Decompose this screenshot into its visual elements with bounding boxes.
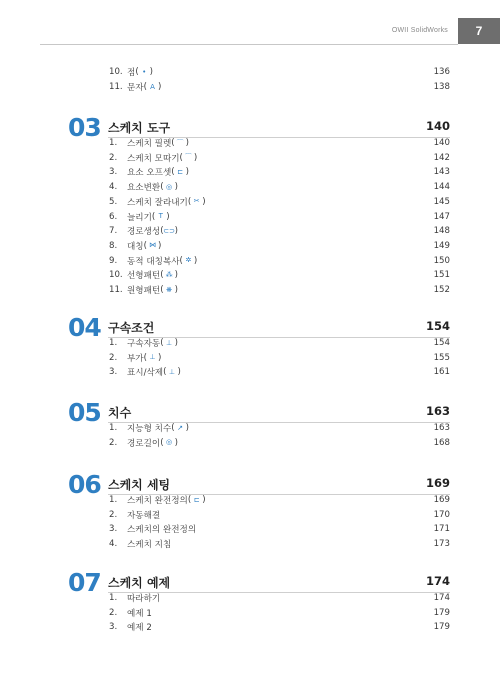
paren-close: ) (202, 495, 206, 505)
entry-title-text: 예제 2 (127, 623, 152, 634)
paren-close: ) (157, 240, 162, 251)
entry-title-text: 부가 (127, 353, 144, 364)
chapter-number: 03 (68, 113, 101, 142)
path-length-icon: ◎ (166, 438, 173, 447)
header-rule (40, 44, 458, 45)
entry-title (127, 137, 410, 149)
paren-close: ) (177, 367, 181, 378)
chapter-number: 04 (68, 313, 101, 342)
entry-page-number: 173 (433, 539, 450, 550)
paren-open: ( (179, 152, 183, 163)
entry-title (127, 284, 410, 296)
toc-entry[interactable] (109, 165, 450, 179)
entry-title-text: 원형패턴 (127, 286, 161, 296)
entry-number: 11. (109, 285, 123, 295)
entry-number: 3. (109, 167, 118, 178)
entry-number: 2. (109, 152, 118, 163)
offset-icon: ⊏ (177, 167, 184, 176)
entry-page-number: 147 (433, 211, 450, 222)
chapter-page-number: 169 (425, 476, 450, 490)
entry-title-text: 따라하기 (127, 594, 161, 604)
entry-number: 1. (109, 138, 118, 148)
paren-open: ( (160, 285, 164, 295)
entry-title (127, 225, 410, 237)
paren-close: ) (185, 138, 189, 148)
entry-title (127, 422, 410, 434)
paren-open: ( (160, 226, 164, 237)
entry-title-text: 문자 (127, 83, 144, 93)
entry-title (127, 196, 410, 208)
entry-title-text: 선형패턴 (127, 271, 161, 282)
auto-relation-icon: ⊥ (166, 338, 173, 347)
entry-page-number: 168 (433, 437, 450, 448)
sketch-fillet-icon: ⌒ (176, 138, 184, 147)
entry-page-number: 171 (433, 524, 450, 535)
entry-title-text: 구속자동 (127, 339, 161, 349)
paren-open: ( (160, 182, 164, 193)
paren-close: ) (157, 352, 162, 363)
entry-title-text: 스케치 필렛 (127, 139, 172, 149)
entry-number: 2. (109, 352, 118, 363)
toc-entry[interactable] (109, 336, 450, 350)
entry-number: 1. (109, 338, 118, 348)
toc-entry[interactable] (109, 239, 450, 253)
paren-close: ) (174, 285, 178, 295)
toc-entry[interactable] (109, 365, 450, 379)
add-relation-icon: ⊥ (149, 353, 156, 362)
toc-entry[interactable] (109, 80, 450, 94)
entry-title-text: 늘리기 (127, 212, 152, 223)
entry-title-text: 스케치 잘라내기 (127, 197, 188, 208)
chapter-title: 스케치 도구 (108, 121, 171, 135)
entry-number: 2. (109, 607, 118, 618)
toc-entry[interactable] (109, 436, 450, 450)
entry-title-text: 스케치 지침 (127, 540, 172, 551)
entry-title (127, 509, 410, 521)
entry-page-number: 142 (433, 152, 450, 163)
entry-title (127, 352, 410, 364)
entry-page-number: 161 (433, 367, 450, 378)
paren-close: ) (193, 255, 198, 266)
entry-title-text: 요소변환 (127, 183, 161, 194)
entry-title-text: 대칭 (127, 241, 144, 252)
chapter-title: 스케치 예제 (108, 576, 171, 590)
entry-number: 6. (109, 211, 118, 222)
paren-close: ) (149, 67, 154, 77)
paren-close: ) (174, 226, 178, 237)
entry-number: 5. (109, 196, 118, 207)
header-text: OWII SolidWorks (391, 27, 448, 34)
toc-entry[interactable] (109, 254, 450, 268)
entry-page-number: 174 (433, 593, 450, 603)
toc-entry[interactable] (109, 180, 450, 194)
entry-page-number: 145 (433, 196, 450, 207)
entry-title-text: 스케치 완전정의 (127, 496, 188, 506)
sketch-chamfer-icon: ⌒ (184, 153, 192, 162)
toc-entry[interactable] (109, 493, 450, 507)
paren-open: ( (163, 367, 167, 378)
paren-close: ) (202, 196, 206, 207)
paren-open: ( (160, 437, 164, 448)
entry-number: 1. (109, 495, 118, 505)
entry-title (127, 152, 410, 164)
toc-entry[interactable] (109, 508, 450, 522)
entry-title-text: 요소 오프셋 (127, 168, 172, 179)
toc-entry[interactable] (109, 195, 450, 209)
entry-page-number: 155 (433, 352, 450, 363)
paren-open: ( (171, 138, 175, 148)
entry-title (127, 66, 410, 78)
paren-open: ( (171, 167, 175, 178)
entry-title (127, 621, 410, 633)
entry-page-number: 150 (433, 255, 450, 266)
entry-page-number: 170 (433, 509, 450, 520)
fully-define-icon: ⊏ (193, 495, 200, 504)
toc-entry[interactable] (109, 351, 450, 365)
entry-title (127, 592, 410, 604)
entry-page-number: 154 (433, 338, 450, 348)
entry-number: 2. (109, 509, 118, 520)
entry-number: 2. (109, 437, 118, 448)
chapter-title: 치수 (108, 406, 132, 420)
paren-open: ( (143, 240, 147, 251)
toc-entry[interactable] (109, 421, 450, 435)
paren-close: ) (185, 423, 189, 433)
entry-title-text: 표시/삭제 (127, 368, 164, 379)
paren-open: ( (179, 255, 183, 266)
entry-title (127, 337, 410, 349)
extend-icon: T (158, 212, 163, 220)
display-delete-relation-icon: ⊥ (168, 367, 176, 376)
entry-title (127, 255, 410, 267)
chapter-number: 06 (68, 470, 101, 499)
paren-open: ( (187, 196, 192, 207)
entry-page-number: 149 (433, 240, 450, 251)
linear-pattern-icon: ⁂ (165, 270, 173, 279)
paren-open: ( (160, 338, 164, 348)
path-icon: ⊂⊃ (163, 226, 175, 235)
paren-close: ) (157, 82, 162, 92)
entry-title-text: 예제 1 (127, 608, 152, 619)
mirror-icon: ⋈ (148, 241, 156, 250)
chapter-page-number: 140 (425, 119, 450, 133)
paren-open: ( (143, 82, 147, 92)
paren-close: ) (174, 338, 178, 348)
entry-title-text: 동적 대칭복사 (127, 256, 180, 267)
toc-entry[interactable] (109, 537, 450, 551)
entry-title-text: 지능형 치수 (127, 424, 172, 434)
paren-open: ( (135, 67, 139, 77)
entry-page-number: 169 (433, 495, 450, 505)
entry-title (127, 81, 410, 93)
toc-entry[interactable] (109, 151, 450, 165)
entry-title (127, 181, 410, 193)
entry-number: 3. (109, 367, 118, 378)
entry-title (127, 437, 410, 449)
entry-title (127, 494, 410, 506)
chapter-page-number: 163 (425, 404, 450, 418)
entry-title (127, 211, 410, 223)
entry-page-number: 143 (433, 167, 450, 178)
entry-page-number: 136 (433, 67, 450, 77)
entry-page-number: 152 (433, 285, 450, 295)
chapter-number: 07 (68, 568, 101, 597)
page-number-tab: 7 (458, 18, 500, 44)
toc-entry[interactable] (109, 591, 450, 605)
entry-number: 7. (109, 226, 118, 237)
point-icon: • (142, 67, 147, 76)
entry-page-number: 140 (433, 138, 450, 148)
entry-page-number: 148 (433, 226, 450, 237)
paren-close: ) (174, 270, 178, 281)
text-icon: A (150, 82, 155, 91)
paren-open: ( (143, 352, 147, 363)
entry-number: 3. (109, 622, 118, 633)
toc-entry[interactable] (109, 620, 450, 634)
chapter-page-number: 154 (425, 319, 450, 333)
entry-number: 10. (109, 67, 123, 77)
toc-entry[interactable] (109, 210, 450, 224)
toc-entry[interactable] (109, 65, 450, 79)
entry-number: 11. (109, 82, 123, 92)
entry-title (127, 538, 410, 550)
paren-open: ( (151, 211, 156, 222)
entry-title (127, 166, 410, 178)
entry-title-text: 경로생성 (127, 227, 161, 238)
chapter-number: 05 (68, 398, 101, 427)
toc-entry[interactable] (109, 283, 450, 297)
toc-entry[interactable] (109, 136, 450, 150)
paren-open: ( (160, 270, 164, 281)
entry-title-text: 스케치의 완전정의 (127, 525, 197, 536)
entry-page-number: 179 (433, 622, 450, 633)
chapter-title: 구속조건 (108, 321, 155, 335)
smart-dimension-icon: ↗ (177, 423, 184, 432)
entry-page-number: 179 (433, 607, 450, 618)
entry-title-text: 스케치 모따기 (127, 153, 180, 164)
entry-title (127, 523, 410, 535)
trim-icon: ✂ (193, 197, 200, 206)
entry-title (127, 269, 410, 281)
chapter-title: 스케치 세팅 (108, 478, 171, 492)
entry-title-text: 자동해결 (127, 510, 161, 521)
entry-page-number: 163 (433, 423, 450, 433)
entry-page-number: 144 (433, 182, 450, 193)
convert-icon: ◎ (166, 182, 173, 191)
entry-title-text: 점 (127, 68, 136, 78)
entry-title (127, 240, 410, 252)
toc-entry[interactable] (109, 606, 450, 620)
paren-close: ) (174, 182, 178, 193)
entry-number: 1. (109, 423, 118, 433)
paren-open: ( (187, 495, 192, 505)
paren-close: ) (174, 437, 178, 448)
entry-page-number: 138 (433, 82, 450, 92)
paren-close: ) (193, 152, 198, 163)
dynamic-mirror-icon: ✲ (185, 256, 192, 265)
entry-title (127, 366, 410, 378)
circular-pattern-icon: ❋ (166, 285, 173, 294)
entry-title (127, 607, 410, 619)
entry-title-text: 경로길이 (127, 438, 161, 449)
entry-number: 4. (109, 182, 118, 193)
toc-entry[interactable] (109, 268, 450, 282)
entry-number: 9. (109, 255, 118, 266)
entry-page-number: 151 (433, 270, 450, 281)
chapter-page-number: 174 (425, 574, 450, 588)
paren-open: ( (171, 423, 175, 433)
paren-close: ) (185, 167, 189, 178)
toc-entry[interactable] (109, 522, 450, 536)
entry-number: 10. (109, 270, 123, 281)
paren-close: ) (166, 211, 170, 222)
entry-number: 1. (109, 593, 118, 603)
toc-entry[interactable] (109, 224, 450, 238)
entry-number: 4. (109, 539, 118, 550)
entry-number: 3. (109, 524, 118, 535)
entry-number: 8. (109, 240, 118, 251)
